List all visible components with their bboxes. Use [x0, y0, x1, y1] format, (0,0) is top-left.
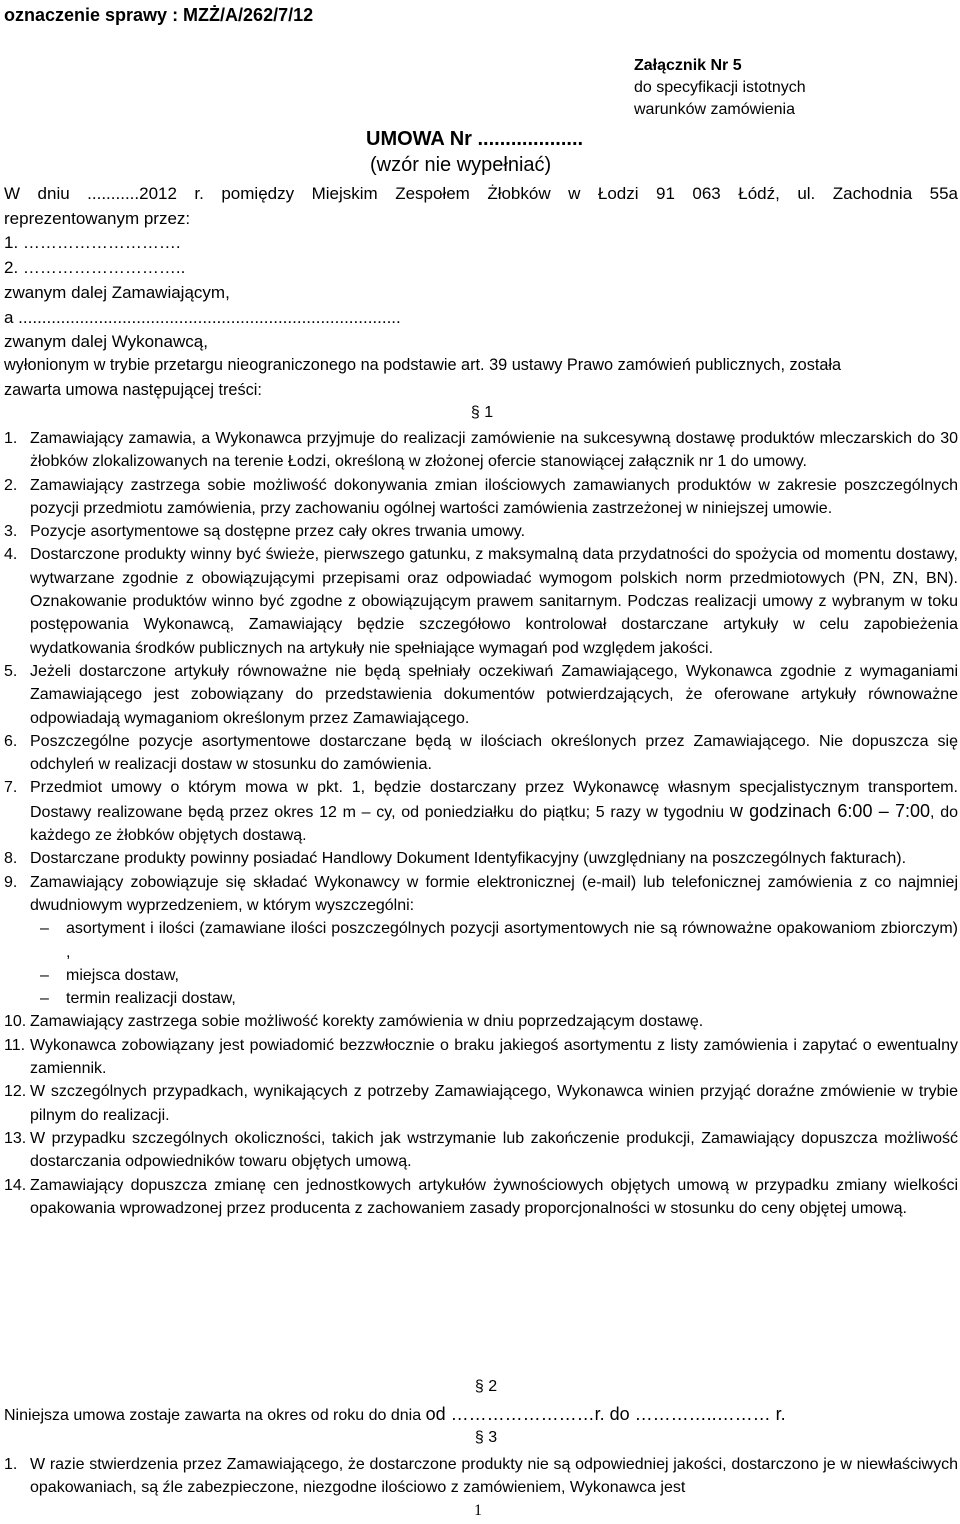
case-reference: oznaczenie sprawy : MZŻ/A/262/7/12: [4, 5, 314, 25]
item-text: W szczególnych przypadkach, wynikających z potrzeby Zamawiającego, Wykonawca winien przyjąć doraźne zmówienie w trybie pilnym do realizacji.: [30, 1083, 958, 1124]
list-item: [4, 1453, 958, 1500]
list-item: [4, 871, 958, 918]
intro-line: wyłonionym w trybie przetargu nieograniczonego na podstawie art. 39 ustawy Prawo zamówień publicznych, została: [4, 356, 842, 374]
item-text: Zamawiający zamawia, a Wykonawca przyjmuje do realizacji zamówienie na sukcesywną dostawę produktów mleczarskich do 30 żłobków zlokalizowanych na terenie Łodzi, określoną w złożonej ofercie stanowiącej załącznik nr 1 do umowy.: [30, 430, 958, 471]
intro-line: a .................................................................................: [4, 308, 401, 327]
list-item: [4, 520, 958, 543]
term-text: Niniejsza umowa zostaje zawarta na okres od roku do dnia: [4, 1407, 422, 1424]
item-number: 13.: [4, 1129, 27, 1147]
section-1-list: [4, 427, 958, 1220]
item-number: 14.: [4, 1176, 27, 1194]
document-subtitle: (wzór nie wypełniać): [370, 154, 552, 176]
bullet-item: [30, 917, 958, 964]
item-number: 4.: [4, 546, 18, 564]
annex-line: warunków zamówienia: [634, 101, 795, 118]
item-number: 2.: [4, 476, 18, 494]
dash-marker: –: [40, 990, 49, 1008]
item-text: W przypadku szczególnych okoliczności, takich jak wstrzymanie lub zakończenie produkcji, Zamawiający dopuszcza możliwość dostarczania odpowiedników towaru objętych umową.: [30, 1129, 958, 1171]
bullet-text: termin realizacji dostaw,: [66, 990, 236, 1008]
section-heading: § 2: [474, 1378, 498, 1395]
list-item: [4, 730, 958, 777]
list-item: [4, 1174, 958, 1221]
list-item: [4, 776, 958, 847]
item-text: [30, 776, 958, 847]
item-number: 10.: [4, 1013, 27, 1031]
term-clause: [4, 1404, 786, 1425]
item-text: Zamawiający zastrzega sobie możliwość korekty zamówienia w dniu poprzedzającym dostawę.: [30, 1013, 704, 1031]
item-number: 8.: [4, 850, 18, 868]
list-item: [4, 427, 958, 474]
dash-marker: –: [40, 966, 49, 984]
item-number: 12.: [4, 1083, 27, 1101]
annex-line: do specyfikacji istotnych: [634, 79, 806, 96]
bullet-item: [30, 987, 958, 1010]
item-number: 5.: [4, 662, 18, 680]
item-text-tail: , do każdego ze żłobków objętych dostawą.: [30, 803, 959, 845]
annex-note: [634, 55, 806, 121]
item-number: 7.: [4, 779, 18, 797]
section-heading: § 3: [474, 1429, 498, 1446]
item-number: 9.: [4, 873, 18, 891]
item-text: Pozycje asortymentowe są dostępne przez cały okres trwania umowy.: [30, 523, 526, 541]
item-number: 1.: [4, 1456, 18, 1473]
intro-line: 1. ……………………….: [4, 233, 181, 252]
intro-line: zwanym dalej Wykonawcą,: [4, 332, 208, 351]
item-number: 1.: [4, 430, 18, 447]
intro-line: reprezentowanym przez:: [4, 209, 191, 228]
item-text: Poszczególne pozycje asortymentowe dostarczane będą w ilościach określonych przez Zamawiającego. Nie dopuszcza się odchyleń w realizacji dostaw w stosunku do zamówienia.: [30, 732, 958, 774]
annex-number: Załącznik Nr 5: [634, 57, 742, 74]
item-number: 6.: [4, 732, 18, 750]
page-number: 1: [474, 1502, 482, 1519]
item-text: Dostarczane produkty powinny posiadać Handlowy Dokument Identyfikacyjny (uwzględniany na poszczególnych fakturach).: [30, 850, 907, 868]
bullet-text: asortyment i ilości (zamawiane ilości poszczególnych pozycji asortymentowych nie są równoważne opakowaniom zbiorczym) ,: [66, 920, 958, 961]
bullet-text: miejsca dostaw,: [66, 966, 179, 984]
list-item: [4, 847, 958, 870]
list-item: [4, 1127, 958, 1174]
item-number: 11.: [4, 1036, 26, 1054]
list-item: [4, 1080, 958, 1127]
item-text: Jeżeli dostarczone artykuły równoważne nie będą spełniały oczekiwań Zamawiającego, Wykonawca zgodnie z wymaganiami Zamawiającego jest zobowiązany do przedstawienia dokumentów potwierdzających, że oferowane artykuły równoważne odpowiadają wymaganiom określonym przez Zamawiającego.: [30, 662, 958, 727]
section-heading: § 1: [470, 404, 494, 421]
document-title: UMOWA Nr ...................: [366, 128, 584, 150]
list-item: [4, 660, 958, 730]
item-text: W razie stwierdzenia przez Zamawiającego, że dostarczone produkty nie są odpowiedniej jakości, dostarczono je w niewłaściwych opakowaniach, są źle zabezpieczone, niezgodne ilościowo z zamówieniem, Wykonawca jest: [30, 1456, 958, 1497]
bullet-item: [30, 964, 958, 987]
list-item: [4, 1010, 958, 1033]
term-dates: od ……………………r. do …………..……… r.: [425, 1404, 786, 1424]
list-item: [4, 474, 958, 521]
intro-line: W dniu ...........2012 r. pomiędzy Miejskim Zespołem Żłobków w Łodzi 91 063 Łódź, ul. Zachodnia 55a: [4, 184, 958, 203]
list-item: [4, 1034, 958, 1081]
intro-line: zwanym dalej Zamawiającym,: [4, 283, 230, 302]
intro-line: 2. ………………………..: [4, 258, 186, 277]
section-3-list: [4, 1453, 958, 1500]
item-text-main: Przedmiot umowy o którym mowa w pkt. 1, będzie dostarczany przez Wykonawcę własnym specjalistycznym transportem. Dostawy realizowane będą przez okres 12 m – cy, od poniedziałku do piątku; 5 razy w tygodniu: [30, 779, 958, 821]
dash-marker: –: [40, 920, 49, 938]
item-text: Wykonawca zobowiązany jest powiadomić bezzwłocznie o braku jakiegoś asortymentu z listy zamówienia i zapytać o ewentualny zamiennik.: [30, 1036, 958, 1078]
item-text: Zamawiający zobowiązuje się składać Wykonawcy w formie elektronicznej (e-mail) lub telefonicznej zamówienia z co najmniej dwudniowym wyprzedzeniem, w którym wyszczególni:: [30, 873, 958, 914]
list-item: [4, 543, 958, 659]
item-number: 3.: [4, 523, 18, 541]
item-text: Zamawiający zastrzega sobie możliwość dokonywania zmian ilościowych zamawianych produktów w zakresie poszczególnych pozycji przedmiotu zamówienia, przy zachowaniu ogólnej wartości zamówienia zastrzeżonej w niniejszej umowie.: [30, 476, 958, 517]
item-text: Zamawiający dopuszcza zmianę cen jednostkowych artykułów żywnościowych objętych umową w przypadku zmiany wielkości opakowania wprowadzonej przez producenta z zachowaniem zasady proporcjonalności w stosunku do ceny objętej umową.: [30, 1176, 958, 1217]
intro-line: zawarta umowa następującej treści:: [4, 381, 262, 399]
item-text: Dostarczone produkty winny być świeże, pierwszego gatunku, z maksymalną data przydatności do spożycia od momentu dostawy, wytwarzane zgodnie z obowiązującymi przepisami oraz odpowiadać wymogom polskich norm przedmiotowych (PN, ZN, BN). Oznakowanie produktów winno być zgodne z obowiązującym prawem sanitarnym. Podczas realizacji umowy z wybranym w toku postępowania Wykonawcą, Zamawiający będzie szczegółowo kontrolował dostarczane artykuły w celu zapobieżenia wydatkowania środków publicznych na artykuły nie spełniające wymagań pod względem jakości.: [30, 546, 958, 657]
delivery-hours: w godzinach 6:00 – 7:00: [729, 800, 931, 821]
